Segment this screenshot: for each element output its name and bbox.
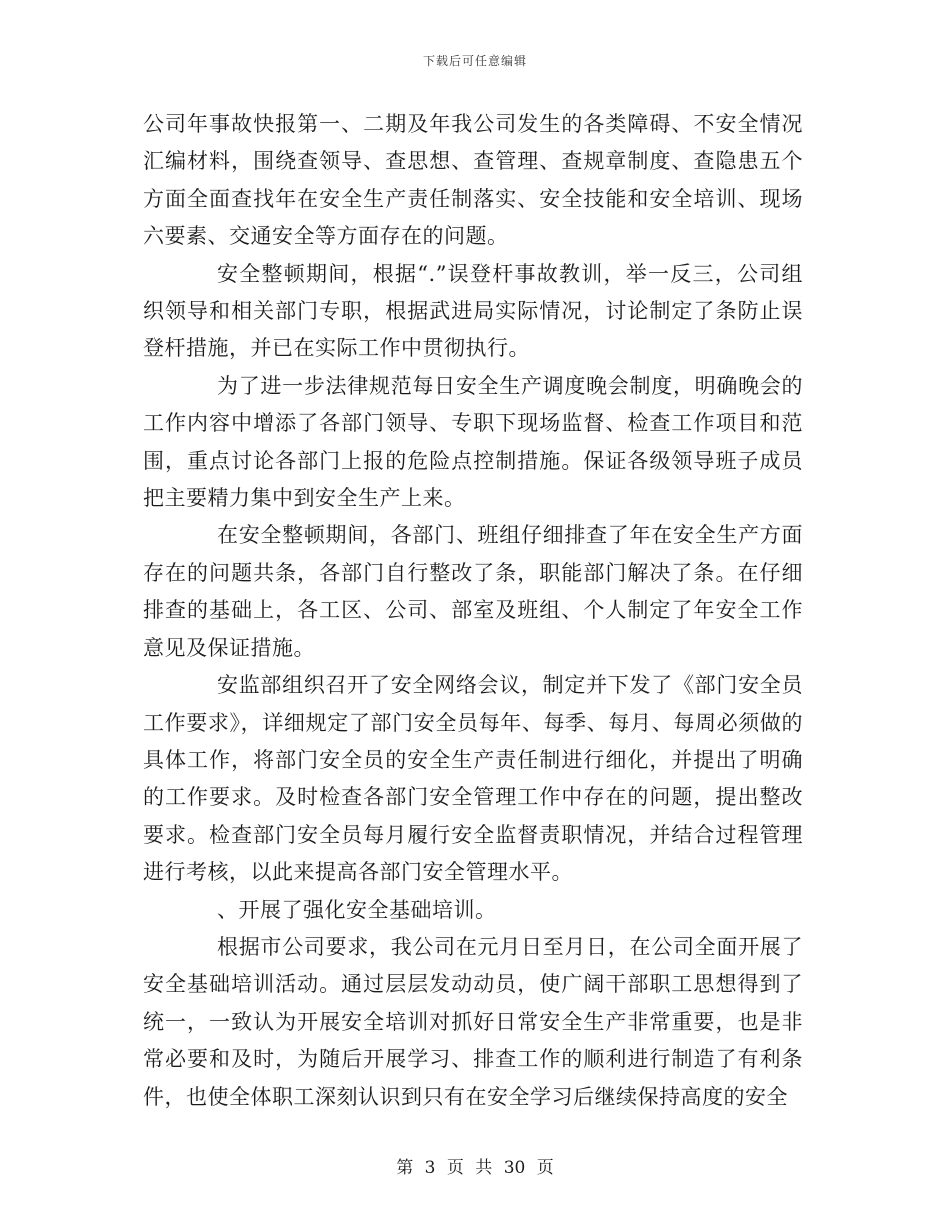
- document-body: [143, 106, 803, 1116]
- page-header: 下载后可任意编辑: [422, 54, 527, 68]
- paragraph-6: 、开展了强化安全基础培训。: [217, 897, 497, 922]
- paragraph-4: 在安全整顿期间，各部门、班组仔细排查了年在安全生产方面存在的问题共条，各部门自行整改了条，职能部门解决了条。在仔细排查的基础上，各工区、公司、部室及班组、个人制定了年安全工作意见及保证措施。: [143, 523, 803, 660]
- page-number-footer: 第 3 页 共 30 页: [396, 1158, 554, 1178]
- paragraph-1: 公司年事故快报第一、二期及年我公司发生的各类障碍、不安全情况汇编材料，围绕查领导、查思想、查管理、查规章制度、查隐患五个方面全面查找年在安全生产责任制落实、安全技能和安全培训、现场六要素、交通安全等方面存在的问题。: [143, 112, 803, 249]
- paragraph-3: 为了进一步法律规范每日安全生产调度晚会制度，明确晚会的工作内容中增添了各部门领导、专职下现场监督、检查工作项目和范围，重点讨论各部门上报的危险点控制措施。保证各级领导班子成员把主要精力集中到安全生产上来。: [143, 373, 803, 511]
- paragraph-7: 根据市公司要求，我公司在元月日至月日，在公司全面开展了安全基础培训活动。通过层层发动动员，使广阔干部职工思想得到了统一，一致认为开展安全培训对抓好日常安全生产非常重要，也是非常必要和及时，为随后开展学习、排查工作的顺利进行制造了有利条件，也使全体职工深刻认识到只有在安全学习后继续保持高度的安全: [143, 934, 803, 1109]
- paragraph-5: 安监部组织召开了安全网络会议，制定并下发了《部门安全员工作要求》，详细规定了部门安全员每年、每季、每月、每周必须做的具体工作，将部门安全员的安全生产责任制进行细化，并提出了明确的工作要求。及时检查各部门安全管理工作中存在的问题，提出整改要求。检查部门安全员每月履行安全监督责职情况，并结合过程管理进行考核，以此来提高各部门安全管理水平。: [143, 673, 803, 885]
- paragraph-2: 安全整顿期间，根据“.”误登杆事故教训，举一反三，公司组织领导和相关部门专职，根据武进局实际情况，讨论制定了条防止误登杆措施，并已在实际工作中贯彻执行。: [143, 261, 803, 361]
